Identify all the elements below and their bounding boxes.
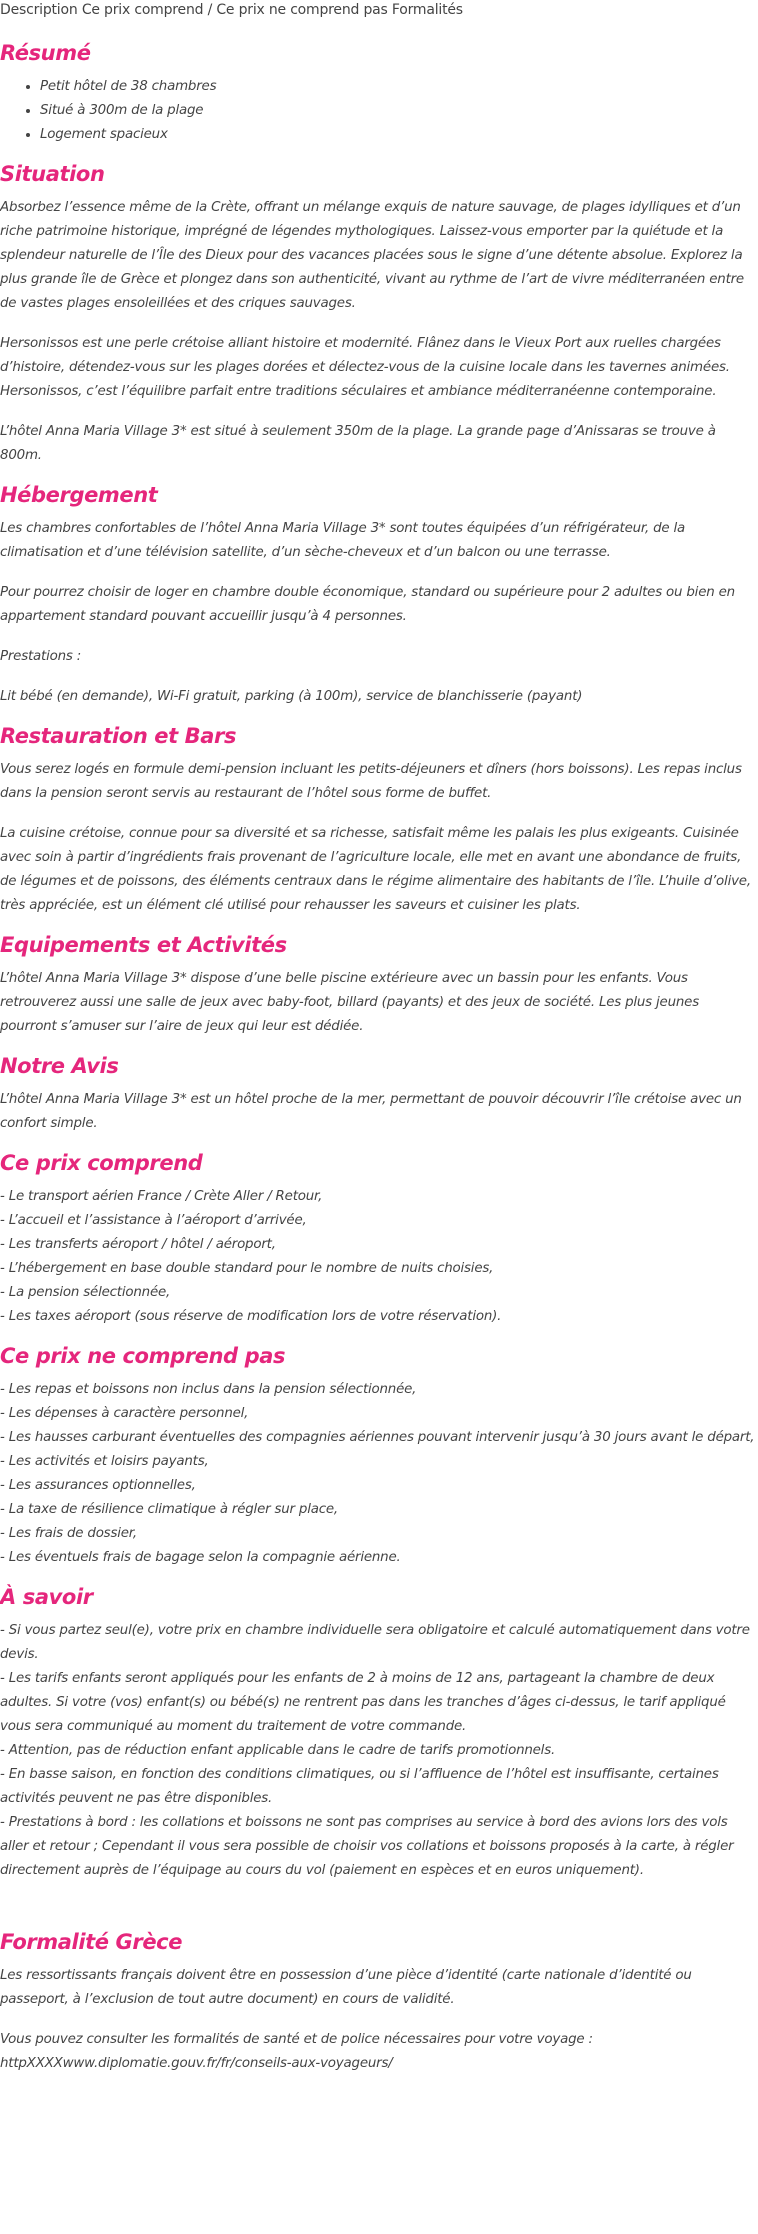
list-item: - En basse saison, en fonction des conditions climatiques, ou si l’affluence de l’hôtel est insuffisante, certaines activités peuvent ne pas être disponibles. — [0, 1767, 719, 1806]
section-title-resume: Résumé — [0, 41, 91, 65]
tabs-bar — [0, 0, 758, 24]
restauration-paragraph: Vous serez logés en formule demi-pension incluant les petits-déjeuners et dîners (hors boissons). Les repas inclus dans la pension seront servis au restaurant de l’hôtel sous forme de buffet. — [0, 762, 742, 801]
tab-formalites[interactable]: Formalités — [391, 2, 463, 18]
avis-paragraph: L’hôtel Anna Maria Village 3* est un hôtel proche de la mer, permettant de pouvoir découvrir l’île crétoise avec un confort simple. — [0, 1092, 742, 1131]
list-item: - Les hausses carburant éventuelles des compagnies aériennes pouvant intervenir jusqu’à 30 jours avant le départ, — [0, 1430, 755, 1445]
list-item: - Les repas et boissons non inclus dans la pension sélectionnée, — [0, 1382, 417, 1397]
list-item: - Les tarifs enfants seront appliqués pour les enfants de 2 à moins de 12 ans, partageant la chambre de deux adultes. Si votre (vos) enfant(s) ou bébé(s) ne rentrent pas dans les tranches d’âges ci-dessus, le tarif appliqué vous sera communiqué au moment du traitement de votre commande. — [0, 1671, 726, 1734]
situation-paragraph: Hersonissos est une perle crétoise alliant histoire et modernité. Flânez dans le Vieux Port aux ruelles chargées d’histoire, détendez-vous sur les plages dorées et délectez-vous de la cuisine locale dans les tavernes animées. Hersonissos, c’est l’équilibre parfait entre traditions séculaires et ambiance méditerranéenne contemporaine. — [0, 336, 730, 399]
list-item: - Les taxes aéroport (sous réserve de modification lors de votre réservation). — [0, 1309, 502, 1324]
formalite-link[interactable]: httpXXXXwww.diplomatie.gouv.fr/fr/conseils-aux-voyageurs/ — [0, 2056, 393, 2071]
section-title-avis: Notre Avis — [0, 1054, 119, 1078]
list-item: - Le transport aérien France / Crète Aller / Retour, — [0, 1189, 323, 1204]
list-item: • Petit hôtel de 38 chambres — [40, 75, 758, 99]
list-item: - La taxe de résilience climatique à régler sur place, — [0, 1502, 338, 1517]
section-title-ne-comprend: Ce prix ne comprend pas — [0, 1344, 286, 1368]
formalite-paragraph: Vous pouvez consulter les formalités de santé et de police nécessaires pour votre voyage : — [0, 2032, 593, 2047]
comprend-list — [0, 1185, 758, 1329]
hebergement-prestations-label: Prestations : — [0, 649, 82, 664]
list-item: - Les transferts aéroport / hôtel / aéroport, — [0, 1237, 276, 1252]
list-item: - Les assurances optionnelles, — [0, 1478, 196, 1493]
tab-prix[interactable]: Ce prix comprend / Ce prix ne comprend pas — [81, 2, 388, 18]
hebergement-paragraph: Les chambres confortables de l’hôtel Anna Maria Village 3* sont toutes équipées d’un réfrigérateur, de la climatisation et d’une télévision satellite, d’un sèche-cheveux et d’un balcon ou une terrasse. — [0, 521, 686, 560]
list-item: - Si vous partez seul(e), votre prix en chambre individuelle sera obligatoire et calculé automatiquement dans votre devis. — [0, 1623, 750, 1662]
savoir-list — [0, 1619, 758, 1883]
formalite-paragraph: Les ressortissants français doivent être en possession d’une pièce d’identité (carte nationale d’identité ou passeport, à l’exclusion de tout autre document) en cours de validité. — [0, 1968, 692, 2007]
resume-list — [0, 75, 758, 147]
hebergement-paragraph: Pour pourrez choisir de loger en chambre double économique, standard ou supérieure pour 2 adultes ou bien en appartement standard pouvant accueillir jusqu’à 4 personnes. — [0, 585, 735, 624]
list-item: - Les éventuels frais de bagage selon la compagnie aérienne. — [0, 1550, 401, 1565]
list-item: - La pension sélectionnée, — [0, 1285, 171, 1300]
restauration-paragraph: La cuisine crétoise, connue pour sa diversité et sa richesse, satisfait même les palais les plus exigeants. Cuisinée avec soin à partir d’ingrédients frais provenant de l’agriculture locale, elle met en avant une abondance de fruits, de légumes et de poissons, des éléments centraux dans le régime alimentaire des habitants de l’île. L’huile d’olive, très appréciée, est un élément clé utilisé pour rehausser les saveurs et cuisiner les plats. — [0, 826, 751, 913]
section-title-equipements: Equipements et Activités — [0, 933, 287, 957]
list-item: - Attention, pas de réduction enfant applicable dans le cadre de tarifs promotionnels. — [0, 1743, 556, 1758]
list-item: • Logement spacieux — [40, 123, 758, 147]
tab-description[interactable]: Description — [0, 2, 78, 18]
equipements-paragraph: L’hôtel Anna Maria Village 3* dispose d’une belle piscine extérieure avec un bassin pour les enfants. Vous retrouverez aussi une salle de jeux avec baby-foot, billard (payants) et des jeux de société. Les plus jeunes pourront s’amuser sur l’aire de jeux qui leur est dédiée. — [0, 971, 699, 1034]
section-title-restauration: Restauration et Bars — [0, 724, 237, 748]
section-title-comprend: Ce prix comprend — [0, 1151, 203, 1175]
situation-paragraph: L’hôtel Anna Maria Village 3* est situé à seulement 350m de la plage. La grande page d’Anissaras se trouve à 800m. — [0, 424, 716, 463]
list-item: - L’hébergement en base double standard pour le nombre de nuits choisies, — [0, 1261, 494, 1276]
section-title-situation: Situation — [0, 162, 105, 186]
list-item: - Les activités et loisirs payants, — [0, 1454, 209, 1469]
section-title-savoir: À savoir — [0, 1585, 93, 1609]
hebergement-prestations: Lit bébé (en demande), Wi-Fi gratuit, parking (à 100m), service de blanchisserie (payant) — [0, 689, 583, 704]
list-item: - L’accueil et l’assistance à l’aéroport d’arrivée, — [0, 1213, 307, 1228]
list-item: - Les dépenses à caractère personnel, — [0, 1406, 249, 1421]
ne-comprend-list — [0, 1378, 758, 1570]
list-item: - Prestations à bord : les collations et boissons ne sont pas comprises au service à bord des avions lors des vols aller et retour ; Cependant il vous sera possible de choisir vos collations et boissons proposés à la carte, à régler directement auprès de l’équipage au cours du vol (paiement en espèces et en euros uniquement). — [0, 1815, 734, 1878]
list-item: • Situé à 300m de la plage — [40, 99, 758, 123]
list-item: - Les frais de dossier, — [0, 1526, 137, 1541]
section-title-hebergement: Hébergement — [0, 483, 158, 507]
situation-paragraph: Absorbez l’essence même de la Crète, offrant un mélange exquis de nature sauvage, de plages idylliques et d’un riche patrimoine historique, imprégné de légendes mythologiques. Laissez-vous emporter par la quiétude et la splendeur naturelle de l’Île des Dieux pour des vacances placées sous le signe d’une détente absolue. Explorez la plus grande île de Grèce et plongez dans son authenticité, vivant au rythme de l’art de vivre méditerranéen entre de vastes plages ensoleillées et des criques sauvages. — [0, 200, 744, 311]
section-title-formalite: Formalité Grèce — [0, 1930, 183, 1954]
